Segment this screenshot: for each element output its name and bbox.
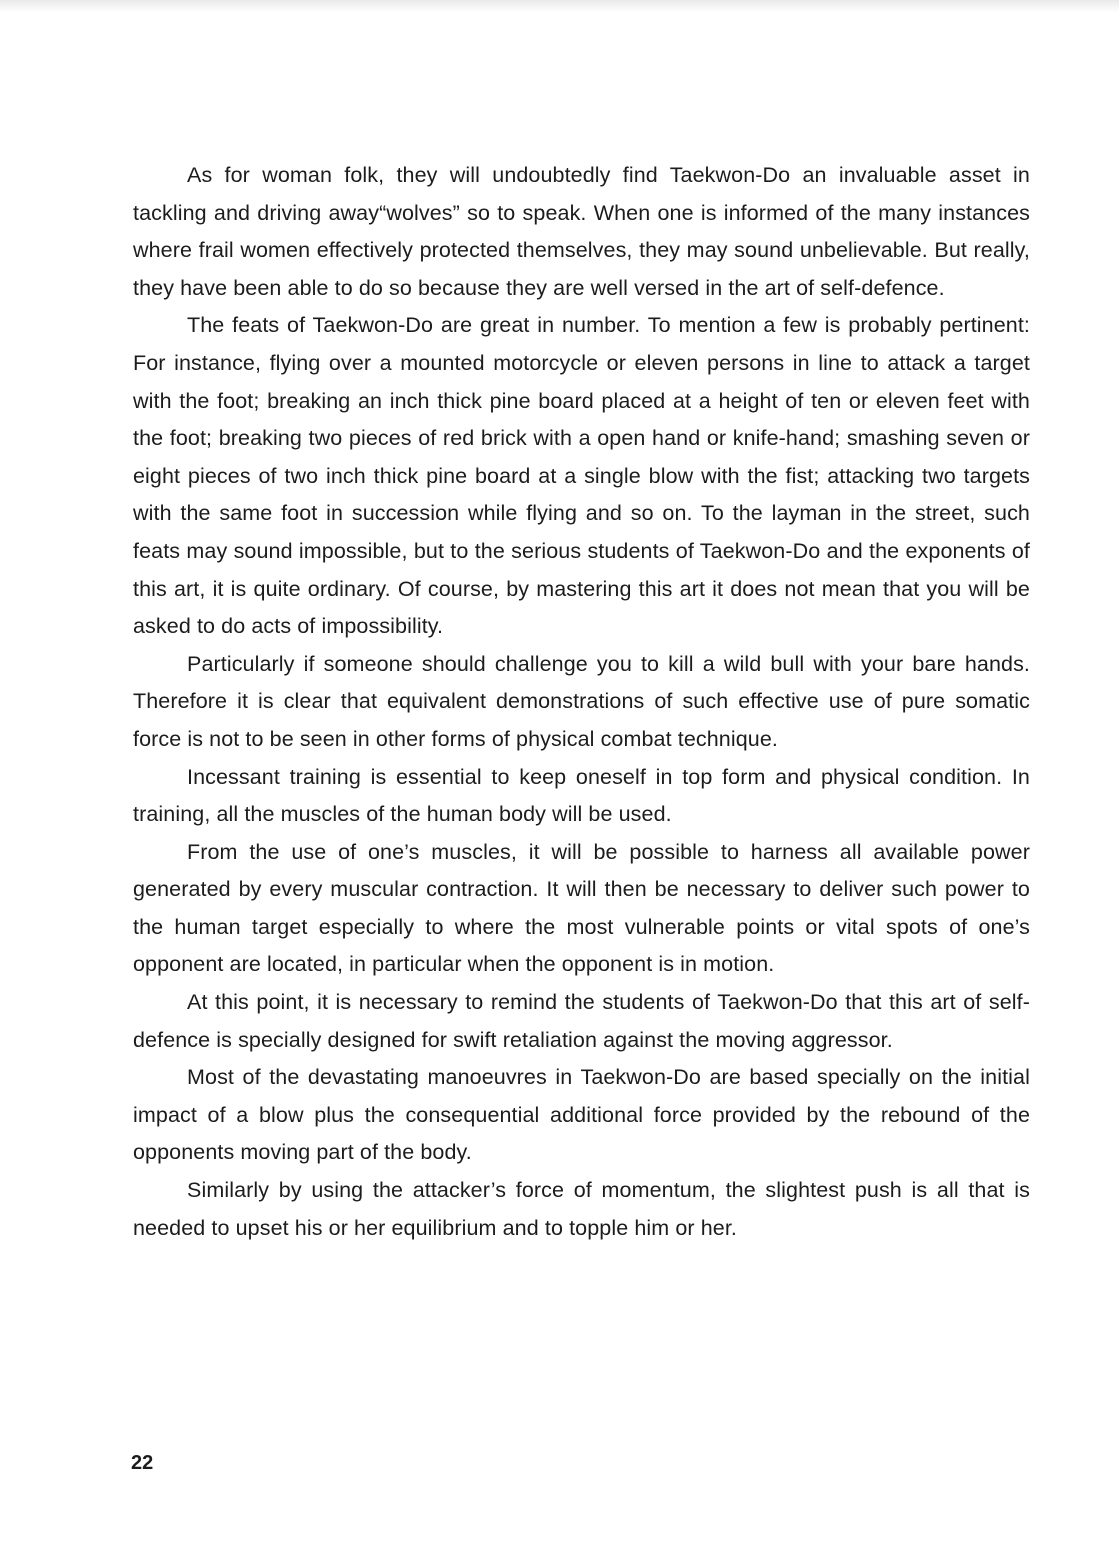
paragraph-retaliation: At this point, it is necessary to remind the students of Taekwon-Do that this art of self-defence is specially designed for swift retaliation against the moving aggressor.: [133, 990, 1030, 1052]
paragraph-feats: The feats of Taekwon-Do are great in number. To mention a few is probably pertinent: For instance, flying over a mounted motorcycle or eleven persons in line to attack a target with the foot; breaking an inch thick pine board placed at a height of ten or eleven feet with the foot; breaking two pieces of red brick with a open hand or knife-hand; smashing seven or eight pieces of two inch thick pine board at a single blow with the fist; attacking two targets with the same foot in succession while flying and so on. To the layman in the street, such feats may sound impossible, but to the serious students of Taekwon-Do and the exponents of this art, it is quite ordinary. Of course, by mastering this art it does not mean that you will be asked to do acts of impossibility.: [133, 313, 1030, 639]
paragraph-wild-bull: Particularly if someone should challenge you to kill a wild bull with your bare hands. Therefore it is clear that equivalent demonstrations of such effective use of pure somatic force is not to be seen in other forms of physical combat technique.: [133, 651, 1030, 751]
paragraph-muscles: From the use of one’s muscles, it will be possible to harness all available power generated by every muscular contraction. It will then be necessary to deliver such power to the human target especially to where the most vulnerable points or vital spots of one’s opponent are located, in particular when the opponent is in motion.: [133, 839, 1030, 977]
paragraph-women-self-defence: As for woman folk, they will undoubtedly find Taekwon-Do an invaluable asset in tackling and driving away“wolves” so to speak. When one is informed of the many instances where frail women effectively protected themselves, they may sound unbelievable. But really, they have been able to do so because they are well versed in the art of self-defence.: [133, 163, 1030, 300]
paragraph-momentum: Similarly by using the attacker’s force of momentum, the slightest push is all that is needed to upset his or her equilibrium and to topple him or her.: [133, 1178, 1030, 1240]
paragraph-manoeuvres: Most of the devastating manoeuvres in Taekwon-Do are based specially on the initial impact of a blow plus the consequential additional force provided by the rebound of the opponents moving part of the body.: [133, 1065, 1030, 1165]
page-number: 22: [131, 1452, 154, 1474]
scan-edge: [0, 0, 1119, 12]
page-body: [133, 157, 1030, 1247]
paragraph-training: Incessant training is essential to keep oneself in top form and physical condition. In training, all the muscles of the human body will be used.: [133, 764, 1030, 827]
